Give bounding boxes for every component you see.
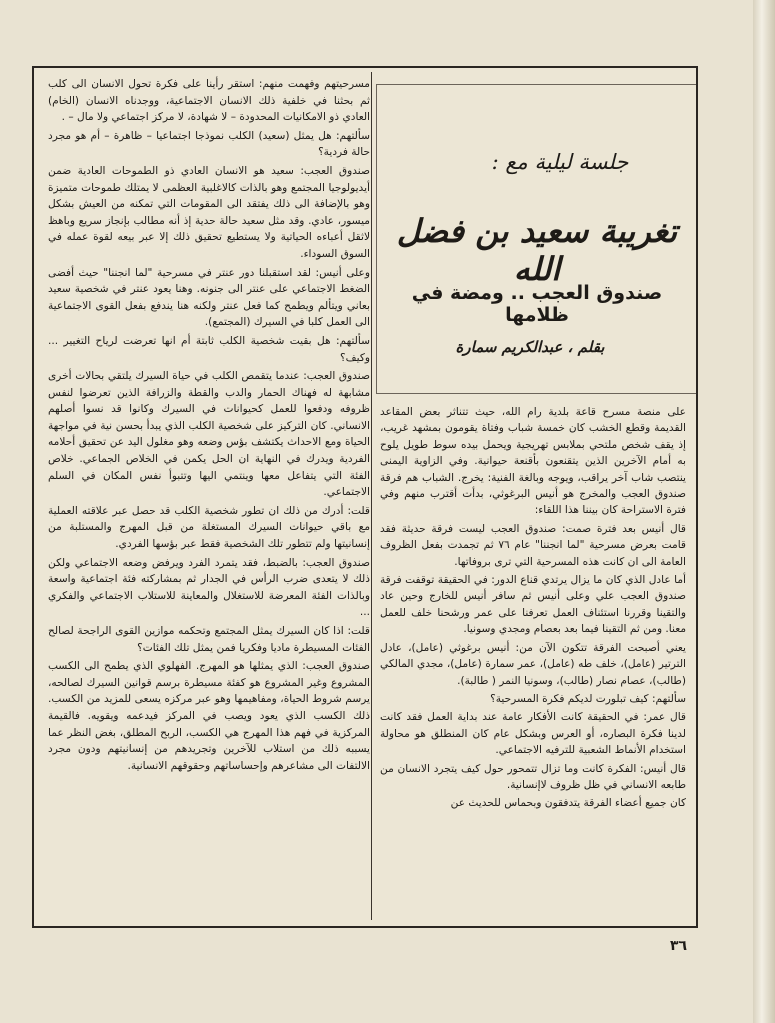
page-edge xyxy=(753,0,775,1023)
paragraph: أما عادل الذي كان ما يزال يرتدي قناع الدور: في الحقيقة توقفت فرقة صندوق العجب علي وعلى أنيس ثم سافر أنيس للخارج وحين عاد والتقينا وقررنا استئناف العمل تعرفنا على عمر ورشحنا خلف للعمل معنا. ومن ثم التقينا فيما بعد بعصام ومجدي وسونيا. xyxy=(380,574,686,636)
article-subtitle: صندوق العجب .. ومضة في ظلامها xyxy=(411,282,663,326)
page-number: ٣٦ xyxy=(670,938,688,954)
paragraph: سألتهم: هل بقيت شخصية الكلب ثابتة أم انها تعرضت لرياح التغيير ... وكيف؟ xyxy=(48,334,370,364)
right-text-column xyxy=(380,404,686,912)
column-divider xyxy=(371,72,372,920)
paragraph: على منصة مسرح قاعة بلدية رام الله، حيث تتناثر بعض المقاعد القديمة وقطع الخشب كان خمسة شباب وفتاة يقومون بمشهد غريب، إذ يقف شخص ملتحي بملابس تهريجية ويحمل بيده سوط طويل يلوح به أمام الآخرين الذين يتقنعون بأقنعة حيوانية. وفي الزاوية اليمنى ينتصب شاب آخر يراقب، ويوجه وبالغة الفنية: يخرج. الشباب هم فرقة صندوق العجب والمخرج هو أنيس البرغوثي، بدأت أقترب منهم وفي فترة الاستراحة كان بيننا هذا اللقاء: xyxy=(380,406,686,517)
paragraph: قال أنيس: الفكرة كانت وما تزال تتمحور حول كيف يتجرد الانسان من طابعه الانساني في ظل ظروف لاإنسانية. xyxy=(380,762,686,791)
article-title: تغريبة سعيد بن فضل الله xyxy=(396,212,678,288)
paragraph: صندوق العجب: سعيد هو الانسان العادي ذو الطموحات العادية ضمن أيديولوجيا المجتمع وهو بالذات كالاغلبية العظمى لا يمتلك طموحات متميزة وهو بالإضافة الى ذلك يفتقد الى المقومات التي تمكنه من العيش بشكل ميسور، عادي. وقد مثل سعيد حالة حدية إذ أنه مطالب بإنجاز سريع وباهظ لاثقل أعباءه الحياتية ولا يستطيع تحقيق ذلك إلا عبر بيعه لقوة عمله في السوق السوداء. xyxy=(48,164,370,260)
paragraph: قال أنيس بعد فترة صمت: صندوق العجب ليست فرقة حديثة فقد قامت بعرض مسرحية "لما انجننا" عام ٧٦ ثم تجمدت بفعل الظروف العامة الى ان كانت هذه المسرحية التي ترى بروفاتها. xyxy=(380,522,686,568)
paragraph: صندوق العجب: الذي يمثلها هو المهرج. الفهلوي الذي يطمح الى الكسب المشروع وغير المشروع هو كفئة مسيطرة برسم قوانين السيرك لصالحه، يرسم شروط الحياة، ومفاهيمها وهو عبر مركزه يسعى للمزيد من الكسب. ذلك الكسب الذي يعود ويصب في المركز فيدعمه ويقويه. فالقيمة المركزية في فهم هذا المهرج هي الكسب، الربح المطلق، بغض النظر عما يسببه ذلك من استلاب للآخرين وتجريدهم من إنسانيتهم ودون مجرد الالتفات الى مشاعرهم وإحساساتهم وحقوقهم الانسانية. xyxy=(48,660,370,772)
paragraph: وعلى أنيس: لقد استقبلنا دور عنتر في مسرحية "لما انجننا" حيث أفضى الضغط الاجتماعي على عنتر الى جنونه. وهنا يعود عنتر في شخصية سعيد بعاني ويتألم ويطمح كما فعل عنتر ولكنه هنا يندفع بفعل القوى الاجتماعية الى العمل كلبا في السيرك (المجتمع). xyxy=(48,266,370,329)
paragraph: صندوق العجب: عندما يتقمص الكلب في حياة السيرك يلتقي بحالات أخرى مشابهة له فهناك الحمار والدب والقطة والزرافة الذين تعرضوا لنفس ظروفه ودفعوا للعمل كحيوانات في السيرك وكانوا قد نسوا أصلهم الانساني. كان التركيز على شخصية الكلب الذي يبدأ بحسن نية في مواجهة الحياة ومع الاحداث يكتشف بؤس وضعه وهو مغلول اليد عن تحقيق أحلامه الفردية ويدرك في النهاية ان الحل يكمن في الخلاص الجماعي. خلاص الفئة التي يتفاعل معها وينتمي اليها وتتبوأ نفس المكان في السلم الاجتماعي. xyxy=(48,370,370,499)
paragraph: سألتهم: هل يمثل (سعيد) الكلب نموذجا اجتماعيا – ظاهرة – أم هو مجرد حالة فردية؟ xyxy=(48,129,370,159)
paragraph: يعني أصبحت الفرقة تتكون الآن من: أنيس برغوثي (عامل)، عادل الترتير (عامل)، خلف طه (عامل)، عمر سمارة (عامل)، مجدي المالكي (طالب)، عصام نصار (طالب)، وسونيا النمر ( طالبة). xyxy=(380,641,686,687)
heading-intro: جلسة ليلية مع : xyxy=(491,150,629,174)
paragraph: صندوق العجب: بالضبط، فقد يتمرد الفرد ويرفض وضعه الاجتماعي ولكن ذلك لا يتعدى ضرب الرأس في الجدار ثم بمشاركته فئة اجتماعية واسعة وبالذات الفئة المعرضة للاستغلال والمعاينة للاستلاب الاجتماعي والفكري ... xyxy=(48,556,370,619)
paragraph: قلت: أدرك من ذلك ان تطور شخصية الكلب قد حصل عبر علاقته العملية مع باقي حيوانات السيرك المستغلة من قبل المهرج والمستلبة من إنسانيتها ولم تتطور تلك الشخصية فقط عبر بؤسها الفردي. xyxy=(48,504,370,551)
paragraph: قلت: اذا كان السيرك يمثل المجتمع وتحكمه موازين القوى الراجحة لصالح الفئات المسيطرة ماديا وفكريا فمن يمثل تلك الفئات؟ xyxy=(48,625,370,654)
paragraph: كان جميع أعضاء الفرقة يتدفقون وبحماس للحديث عن xyxy=(450,797,686,810)
paragraph: مسرحيتهم وفهمت منهم: استقر رأينا على فكرة تحول الانسان الى كلب ثم بحثنا في خلفية ذلك الانسان الاجتماعية، ووجدناه الانسان (الخام) العادي ذو الامكانيات المحدودة – لا شهادة، لا مركز اجتماعي ولا مال – . xyxy=(48,78,370,124)
paragraph: قال عمر: في الحقيقة كانت الأفكار عامة عند بداية العمل فقد كانت لدينا فكرة البصاره، أو العرس وبشكل عام كان المنطلق هو محاولة استخدام الأنماط الشعبية للترفيه الاجتماعي. xyxy=(380,711,686,757)
paragraph: سألتهم: كيف تبلورت لديكم فكرة المسرحية؟ xyxy=(490,692,686,705)
left-text-column xyxy=(48,76,370,912)
byline: بقلم ، عبدالكريم سمارة xyxy=(455,338,605,356)
